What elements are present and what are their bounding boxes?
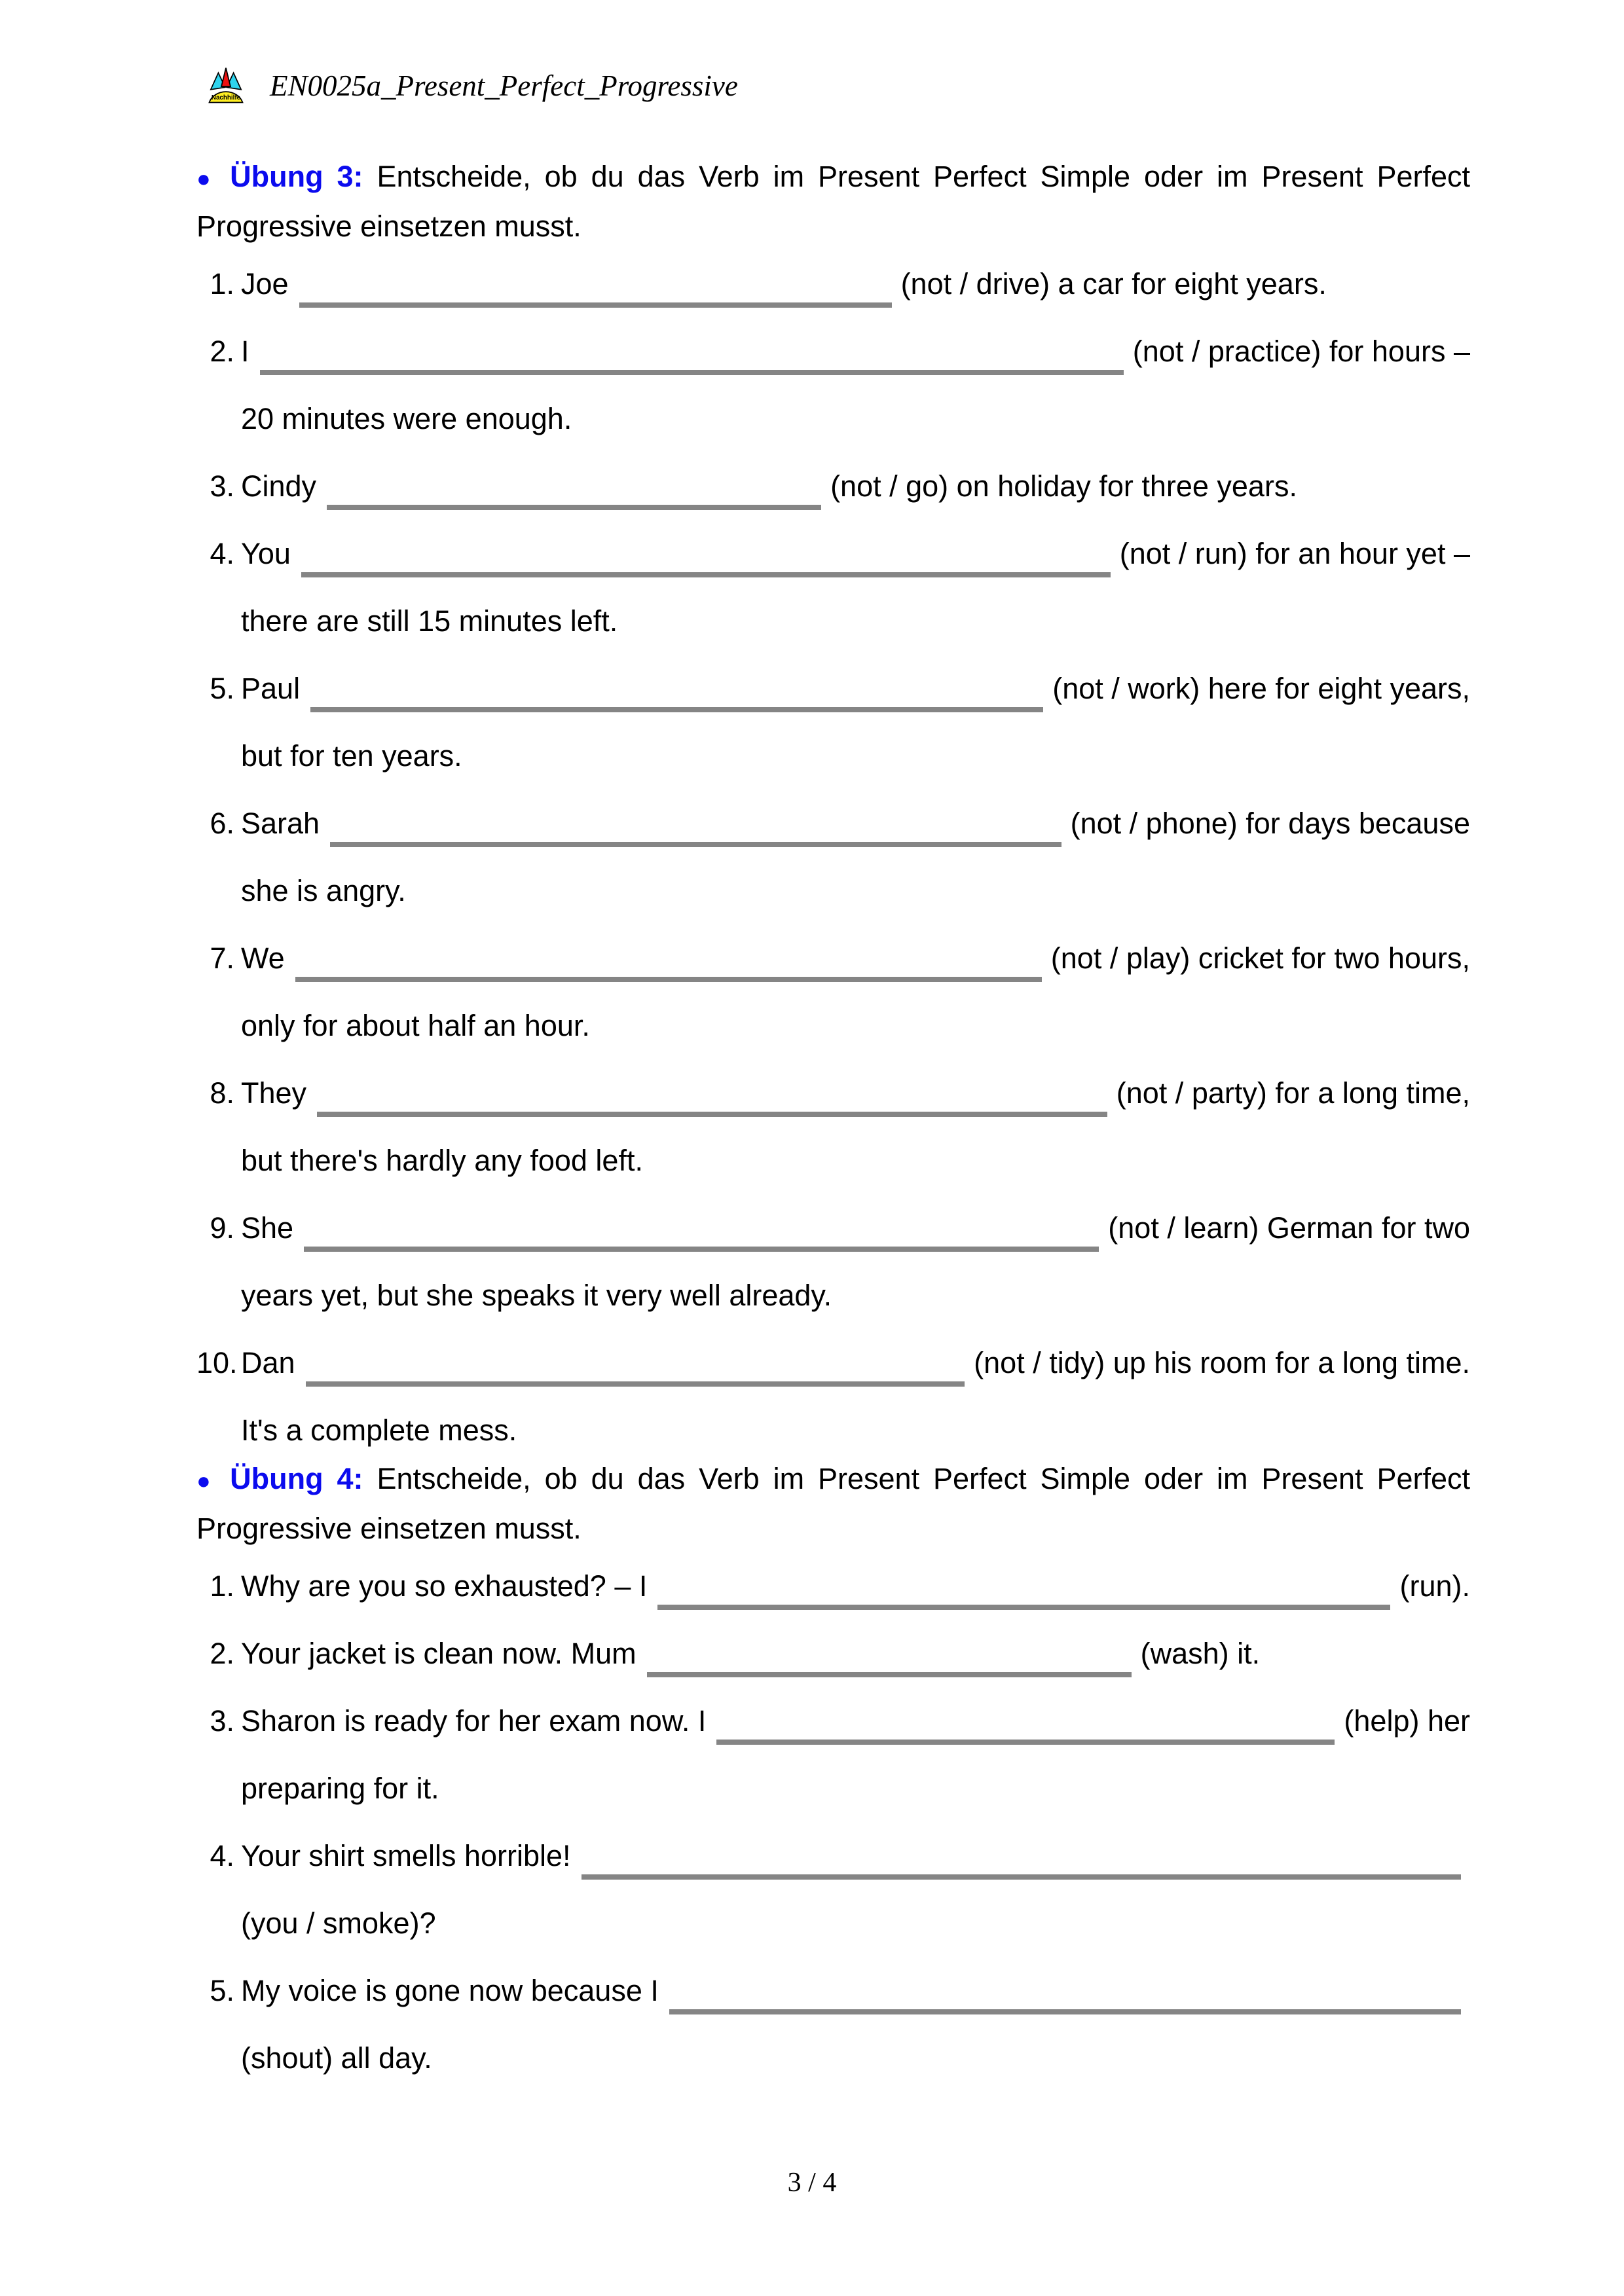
item-number: 3. (210, 469, 234, 503)
item-prefix: Paul (241, 672, 301, 705)
item-prefix: Sharon is ready for her exam now. I (241, 1704, 707, 1738)
exercise-3-item-6 (196, 790, 1470, 857)
item-continuation: (shout) all day. (241, 2041, 432, 2075)
fill-in-blank-line (306, 1381, 965, 1387)
exercise-3-item-10 (196, 1329, 1470, 1396)
exercise-3-item-7 (196, 924, 1470, 992)
item-suffix: (not / run) for an hour yet – (1119, 537, 1470, 570)
item-continuation: preparing for it. (241, 1772, 439, 1805)
exercise-3-item-2 (196, 318, 1470, 385)
item-number: 7. (210, 941, 234, 975)
item-number: 4. (210, 1839, 234, 1872)
item-suffix: (not / phone) for days because (1070, 807, 1470, 840)
exercise-3-item-1 (196, 250, 1470, 318)
fill-in-blank-line (317, 1112, 1107, 1117)
item-prefix: They (241, 1076, 307, 1110)
nachhilfe-logo-icon (207, 67, 245, 105)
fill-in-blank-line (647, 1672, 1132, 1677)
item-suffix: (not / tidy) up his room for a long time. (974, 1346, 1470, 1379)
exercise-3-item-5 (196, 655, 1470, 722)
item-prefix: Dan (241, 1346, 295, 1379)
fill-in-blank-line (327, 505, 821, 510)
item-suffix: (not / learn) German for two (1108, 1211, 1470, 1245)
item-continuation: she is angry. (241, 874, 406, 907)
item-continuation: years yet, but she speaks it very well already. (241, 1279, 832, 1312)
exercise-3-heading (196, 153, 1470, 250)
item-prefix: Your jacket is clean now. Mum (241, 1637, 637, 1670)
exercise-3-label: Übung 3: (230, 160, 363, 193)
item-prefix: I (241, 335, 249, 368)
fill-in-blank-line (657, 1605, 1390, 1610)
item-continuation: It's a complete mess. (241, 1413, 517, 1447)
exercise-4-heading (196, 1455, 1470, 1552)
fill-in-blank-line (330, 842, 1061, 847)
fill-in-blank-line (304, 1247, 1099, 1252)
item-prefix: Your shirt smells horrible! (241, 1839, 571, 1872)
item-number: 1. (210, 267, 234, 301)
page-header (207, 67, 738, 105)
exercise-3-item-4 (196, 520, 1470, 587)
item-suffix: (wash) it. (1140, 1637, 1261, 1670)
logo-text: Nachhilfe (211, 94, 241, 101)
item-prefix: You (241, 537, 291, 570)
exercise-3-section (196, 153, 1470, 1464)
item-number: 5. (210, 1974, 234, 2007)
item-prefix: Cindy (241, 469, 317, 503)
fill-in-blank-line (299, 302, 892, 308)
exercise-4-label: Übung 4: (230, 1462, 363, 1495)
exercise-4-item-5 (196, 1957, 1470, 2024)
item-number: 2. (210, 1637, 234, 1670)
item-prefix: Why are you so exhausted? – I (241, 1569, 648, 1603)
fill-in-blank-line (716, 1740, 1335, 1745)
item-suffix: (help) her (1344, 1704, 1470, 1738)
exercise-4-section (196, 1455, 1470, 2092)
item-number: 3. (210, 1704, 234, 1738)
page-number: 3 / 4 (787, 2168, 837, 2198)
item-suffix: (not / work) here for eight years, (1052, 672, 1470, 705)
item-number: 6. (210, 807, 234, 840)
fill-in-blank-line (669, 2009, 1461, 2014)
item-continuation: but there's hardly any food left. (241, 1144, 643, 1177)
item-prefix: My voice is gone now because I (241, 1974, 659, 2007)
item-number: 2. (210, 335, 234, 368)
item-number: 5. (210, 672, 234, 705)
fill-in-blank-line (260, 370, 1124, 375)
item-continuation: only for about half an hour. (241, 1009, 590, 1042)
item-continuation: (you / smoke)? (241, 1906, 436, 1940)
fill-in-blank-line (301, 572, 1111, 577)
bullet-icon: ● (196, 1467, 217, 1494)
item-prefix: She (241, 1211, 294, 1245)
item-suffix: (run). (1399, 1569, 1470, 1603)
exercise-3-instructions: Entscheide, ob du das Verb im Present Perfect Simple oder im Present Perfect Progressive einsetzen musst. (196, 160, 1471, 243)
fill-in-blank-line (581, 1874, 1461, 1880)
exercise-4-item-1 (196, 1552, 1470, 1620)
bullet-icon: ● (196, 165, 217, 192)
item-prefix: Sarah (241, 807, 320, 840)
item-suffix: (not / party) for a long time, (1116, 1076, 1470, 1110)
fill-in-blank-line (310, 707, 1043, 712)
fill-in-blank-line (295, 977, 1042, 982)
item-continuation: 20 minutes were enough. (241, 402, 572, 435)
item-suffix: (not / drive) a car for eight years. (900, 267, 1327, 301)
item-number: 9. (210, 1211, 234, 1245)
exercise-3-item-3 (196, 452, 1470, 520)
item-suffix: (not / play) cricket for two hours, (1050, 941, 1470, 975)
item-prefix: Joe (241, 267, 289, 301)
document-title: EN0025a_Present_Perfect_Progressive (270, 69, 738, 102)
item-continuation: but for ten years. (241, 739, 462, 773)
exercise-4-item-4 (196, 1822, 1470, 1889)
item-prefix: We (241, 941, 285, 975)
exercise-3-item-8 (196, 1059, 1470, 1127)
exercise-4-item-2 (196, 1620, 1470, 1687)
item-number: 10. (196, 1346, 238, 1379)
item-suffix: (not / go) on holiday for three years. (830, 469, 1297, 503)
exercise-3-item-9 (196, 1194, 1470, 1262)
item-suffix: (not / practice) for hours – (1132, 335, 1470, 368)
exercise-4-item-3 (196, 1687, 1470, 1755)
item-number: 1. (210, 1569, 234, 1603)
exercise-4-instructions: Entscheide, ob du das Verb im Present Perfect Simple oder im Present Perfect Progressive einsetzen musst. (196, 1462, 1471, 1545)
item-number: 4. (210, 537, 234, 570)
item-continuation: there are still 15 minutes left. (241, 604, 618, 638)
item-number: 8. (210, 1076, 234, 1110)
